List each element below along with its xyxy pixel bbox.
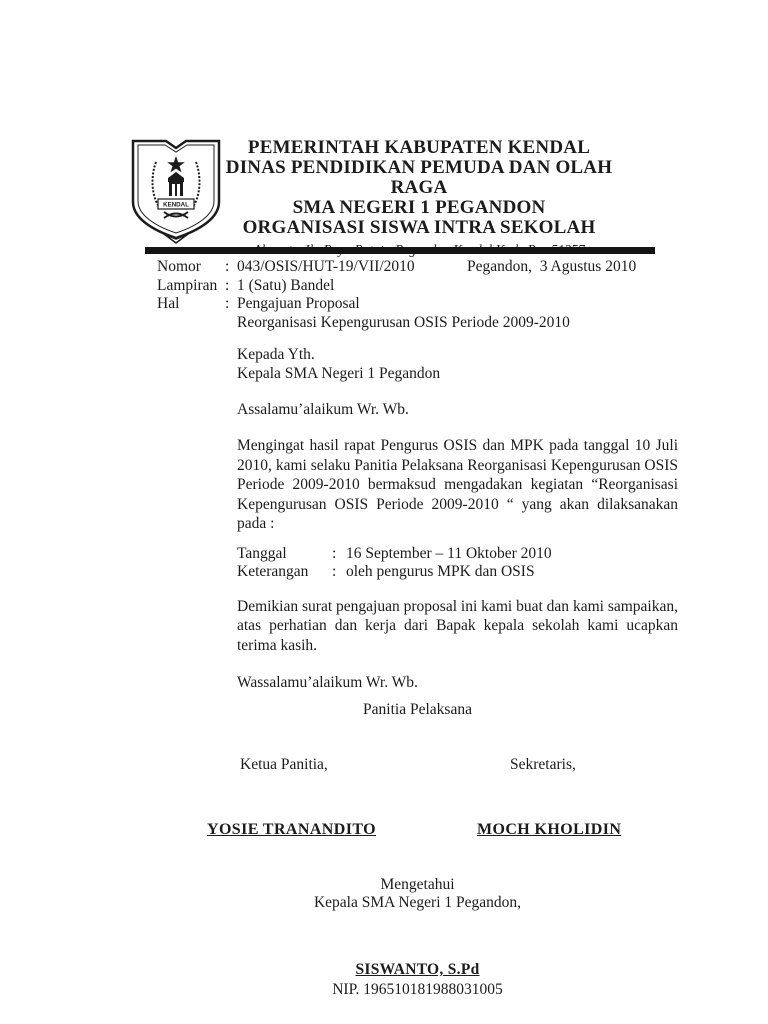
meta-row-hal	[157, 295, 678, 314]
detail-label: Tanggal	[237, 544, 287, 562]
letterhead-line-school: SMA NEGERI 1 PEGANDON	[292, 197, 546, 218]
signature-section	[157, 663, 678, 1024]
signer-name-left: YOSIE TRANANDITO	[207, 821, 376, 838]
letterhead-line-government: PEMERINTAH KABUPATEN KENDAL	[247, 137, 591, 158]
logo-banner-text: KENDAL	[163, 201, 189, 209]
meta-value-lampiran: 1 (Satu) Bandel	[237, 276, 335, 294]
meta-label: Lampiran	[157, 276, 218, 294]
letterhead-divider	[145, 247, 655, 254]
recipient-block	[237, 346, 678, 383]
signer-name-right: MOCH KHOLIDIN	[477, 821, 622, 838]
meta-label: Hal	[157, 295, 180, 312]
letterhead-line-organization: ORGANISASI SISWA INTRA SEKOLAH	[242, 217, 596, 238]
approver-name: SISWANTO, S.Pd	[355, 961, 480, 978]
detail-value-keterangan: oleh pengurus MPK dan OSIS	[346, 563, 535, 580]
kendal-regency-logo-icon	[128, 138, 224, 244]
approver-nip: NIP. 196510181988031005	[332, 981, 503, 998]
dateline: Pegandon, 3 Agustus 2010	[467, 258, 637, 275]
detail-row-tanggal	[237, 545, 678, 564]
closing-salutation: Wassalamu’alaikum Wr. Wb.	[237, 674, 418, 691]
paragraph-1: Mengingat hasil rapat Pengurus OSIS dan MPK pada tanggal 10 Juli 2010, kami selaku Panitia Pelaksana Reorganisasi Kepengurusan OSIS Periode 2009-2010 bermaksud mengadakan kegiatan “Reorganisasi Kepengurusan OSIS Periode 2009-2010 “ yang akan dilaksanakan pada :	[237, 437, 678, 532]
meta-label: Nomor	[157, 258, 201, 275]
meta-row-lampiran	[157, 277, 678, 296]
subject-second-line: Reorganisasi Kepengurusan OSIS Periode 2009-2010	[237, 313, 570, 331]
salutation: Assalamu’alaikum Wr. Wb.	[237, 401, 409, 418]
approval-line-1: Mengetahui	[380, 876, 455, 893]
detail-value-tanggal: 16 September – 11 Oktober 2010	[346, 544, 552, 562]
recipient-line-2: Kepala SMA Negeri 1 Pegandon	[237, 364, 441, 382]
meta-separator: :	[225, 295, 230, 312]
detail-row-keterangan	[237, 563, 678, 582]
signer-role-left: Ketua Panitia,	[240, 756, 328, 773]
committee-title: Panitia Pelaksana	[363, 701, 472, 718]
recipient-line-1: Kepada Yth.	[237, 346, 315, 363]
meta-separator: :	[225, 258, 230, 275]
detail-separator: :	[332, 563, 337, 580]
meta-value-hal: Pengajuan Proposal	[237, 295, 360, 312]
paragraph-2: Demikian surat pengajuan proposal ini kami buat dan kami sampaikan, atas perhatian dan kerja dari Bapak kepala sekolah kami ucapkan terima kasih.	[237, 597, 678, 654]
meta-row-nomor	[157, 258, 678, 277]
letterhead-lines	[216, 138, 622, 238]
letterhead-line-department: DINAS PENDIDIKAN PEMUDA DAN OLAH RAGA	[225, 157, 613, 198]
meta-separator: :	[225, 276, 230, 294]
signer-role-right: Sekretaris,	[510, 756, 576, 773]
letterhead	[128, 138, 678, 258]
detail-separator: :	[332, 544, 337, 562]
meta-value-nomor: 043/OSIS/HUT-19/VII/2010	[237, 258, 415, 275]
letter-meta	[157, 258, 678, 332]
detail-label: Keterangan	[237, 563, 309, 580]
approval-line-2: Kepala SMA Negeri 1 Pegandon,	[313, 894, 522, 911]
letter-body	[237, 346, 678, 692]
event-details	[237, 545, 678, 582]
